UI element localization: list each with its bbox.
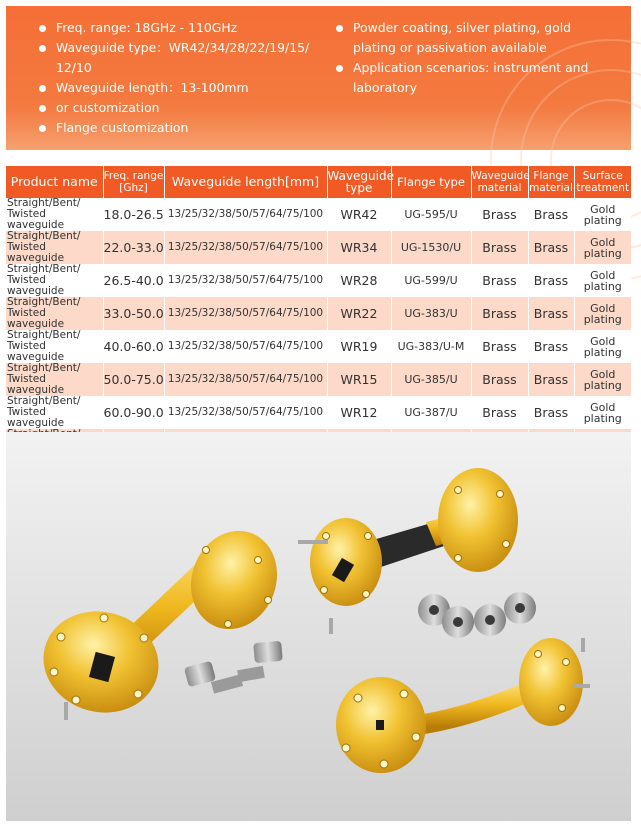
cell-waveguide-length: 13/25/32/38/50/57/64/75/100 <box>164 198 327 231</box>
header-flange-type: Flange type <box>391 166 471 198</box>
cell-product-name: Straight/Bent/ Twisted waveguide <box>6 198 103 231</box>
cell-flange-type: UG-383/U <box>391 297 471 330</box>
cell-product-name: Straight/Bent/ Twisted waveguide <box>6 396 103 429</box>
table-row <box>6 231 631 264</box>
table-row <box>6 363 631 396</box>
cell-waveguide-material: Brass <box>471 363 528 396</box>
cell-waveguide-length: 13/25/32/38/50/57/64/75/100 <box>164 396 327 429</box>
cell-flange-material: Brass <box>528 396 574 429</box>
cell-surface-treatment: Gold plating <box>574 231 631 264</box>
header-surface-treatment: Surface treatment <box>574 166 631 198</box>
cell-surface-treatment: Gold plating <box>574 198 631 231</box>
cell-flange-type: UG-599/U <box>391 264 471 297</box>
cell-waveguide-material: Brass <box>471 231 528 264</box>
feature-freq-range: Freq. range: 18GHz - 110GHz <box>38 18 313 38</box>
header-freq-range: Freq. range [Ghz] <box>103 166 164 198</box>
table-row <box>6 264 631 297</box>
cell-flange-material: Brass <box>528 264 574 297</box>
product-photo <box>6 432 631 821</box>
cell-flange-material: Brass <box>528 198 574 231</box>
table-row <box>6 396 631 429</box>
cell-waveguide-length: 13/25/32/38/50/57/64/75/100 <box>164 330 327 363</box>
cell-product-name: Straight/Bent/ Twisted waveguide <box>6 330 103 363</box>
cell-waveguide-type: WR34 <box>327 231 391 264</box>
header-flange-material: Flange material <box>528 166 574 198</box>
cell-waveguide-length: 13/25/32/38/50/57/64/75/100 <box>164 264 327 297</box>
feature-waveguide-type: Waveguide type：WR42/34/28/22/19/15/ <box>38 38 313 58</box>
table-row <box>6 330 631 363</box>
cell-waveguide-type: WR19 <box>327 330 391 363</box>
feature-list-left <box>38 18 313 138</box>
feature-waveguide-type-cont: 12/10 <box>56 60 92 75</box>
table-row <box>6 297 631 330</box>
cell-waveguide-type: WR12 <box>327 396 391 429</box>
cell-flange-type: UG-595/U <box>391 198 471 231</box>
cell-waveguide-type: WR42 <box>327 198 391 231</box>
cell-flange-type: UG-1530/U <box>391 231 471 264</box>
cell-product-name: Straight/Bent/ Twisted waveguide <box>6 264 103 297</box>
feature-flange-customization: Flange customization <box>38 118 313 138</box>
cell-freq-range: 18.0-26.5 <box>103 198 164 231</box>
features-banner <box>6 6 631 150</box>
cell-flange-material: Brass <box>528 231 574 264</box>
cell-waveguide-type: WR15 <box>327 363 391 396</box>
cell-freq-range: 22.0-33.0 <box>103 231 164 264</box>
feature-customization: or customization <box>38 98 313 118</box>
cell-flange-type: UG-383/U-M <box>391 330 471 363</box>
cell-waveguide-type: WR28 <box>327 264 391 297</box>
cell-freq-range: 26.5-40.0 <box>103 264 164 297</box>
cell-waveguide-material: Brass <box>471 198 528 231</box>
cell-freq-range: 33.0-50.0 <box>103 297 164 330</box>
feature-list-right <box>335 18 625 98</box>
cell-flange-material: Brass <box>528 330 574 363</box>
spec-table <box>6 166 631 462</box>
table-row <box>6 198 631 231</box>
cell-product-name: Straight/Bent/ Twisted waveguide <box>6 231 103 264</box>
cell-surface-treatment: Gold plating <box>574 363 631 396</box>
feature-coating: Powder coating, silver plating, gold <box>335 18 625 38</box>
header-waveguide-length: Waveguide length[mm] <box>164 166 327 198</box>
cell-waveguide-length: 13/25/32/38/50/57/64/75/100 <box>164 297 327 330</box>
cell-product-name: Straight/Bent/ Twisted waveguide <box>6 363 103 396</box>
cell-freq-range: 60.0-90.0 <box>103 396 164 429</box>
cell-waveguide-type: WR22 <box>327 297 391 330</box>
cell-waveguide-material: Brass <box>471 297 528 330</box>
cell-waveguide-material: Brass <box>471 330 528 363</box>
cell-surface-treatment: Gold plating <box>574 330 631 363</box>
feature-coating-cont: plating or passivation available <box>353 40 547 55</box>
header-product-name: Product name <box>6 166 103 198</box>
header-waveguide-material: Waveguide material <box>471 166 528 198</box>
cell-flange-material: Brass <box>528 297 574 330</box>
cell-freq-range: 50.0-75.0 <box>103 363 164 396</box>
feature-application-cont: laboratory <box>353 80 418 95</box>
cell-freq-range: 40.0-60.0 <box>103 330 164 363</box>
cell-waveguide-length: 13/25/32/38/50/57/64/75/100 <box>164 231 327 264</box>
cell-surface-treatment: Gold plating <box>574 396 631 429</box>
cell-waveguide-material: Brass <box>471 396 528 429</box>
cell-flange-type: UG-385/U <box>391 363 471 396</box>
cell-surface-treatment: Gold plating <box>574 297 631 330</box>
header-waveguide-type: Waveguide type <box>327 166 391 198</box>
cell-waveguide-material: Brass <box>471 264 528 297</box>
table-header-row <box>6 166 631 198</box>
table-body <box>6 198 631 462</box>
cell-flange-type: UG-387/U <box>391 396 471 429</box>
cell-product-name: Straight/Bent/ Twisted waveguide <box>6 297 103 330</box>
feature-application: Application scenarios: instrument and <box>335 58 625 78</box>
cell-waveguide-length: 13/25/32/38/50/57/64/75/100 <box>164 363 327 396</box>
cell-flange-material: Brass <box>528 363 574 396</box>
feature-waveguide-length: Waveguide length：13-100mm <box>38 78 313 98</box>
cell-surface-treatment: Gold plating <box>574 264 631 297</box>
